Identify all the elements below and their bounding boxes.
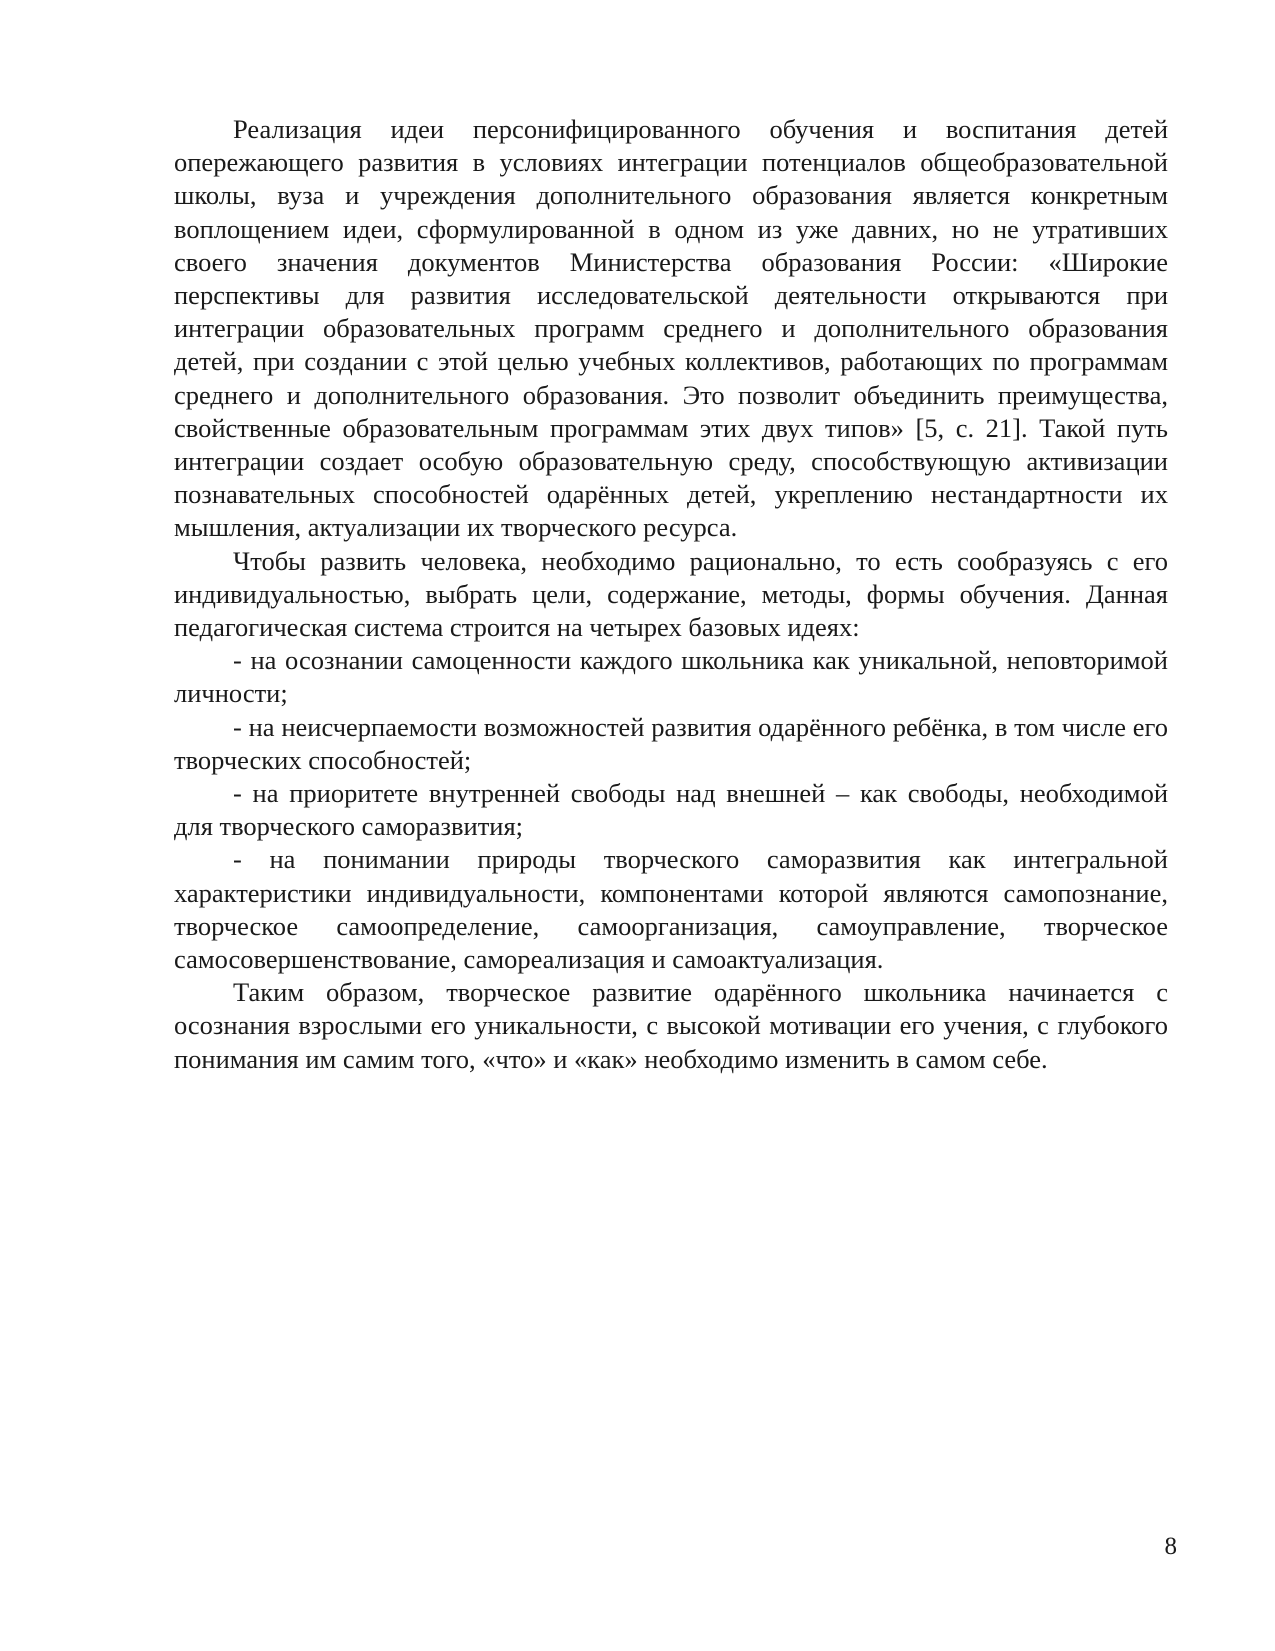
- list-item-self-development: - на понимании природы творческого саморазвития как интегральной характеристики индивидуальности, компонентами которой являются самопознание, творческое самоопределение, самоорганизация, самоуправление, творческое самосовершенствование, самореализация и самоактуализация.: [174, 844, 1168, 975]
- page-number: 8: [1164, 1533, 1177, 1560]
- paragraph-conclusion: Таким образом, творческое развитие одарённого школьника начинается с осознания взрослыми его уникальности, с высокой мотивации его учения, с глубокого понимания им самим того, «что» и «как» необходимо изменить в самом себе.: [174, 977, 1168, 1074]
- list-item-inner-freedom: - на приоритете внутренней свободы над внешней – как свободы, необходимой для творческого саморазвития;: [174, 778, 1168, 842]
- paragraph-integration: Реализация идеи персонифицированного обучения и воспитания детей опережающего развития в условиях интеграции потенциалов общеобразовательной школы, вуза и учреждения дополнительного образования является конкретным воплощением идеи, сформулированной в одном из уже давних, но не утративших своего значения документов Министерства образования России: «Широкие перспективы для развития исследовательской деятельности открываются при интеграции образовательных программ среднего и дополнительного образования детей, при создании с этой целью учебных коллективов, работающих по программам среднего и дополнительного образования. Это позволит объединить преимущества, свойственные образовательным программам этих двух типов» [5, с. 21]. Такой путь интеграции создает особую образовательную среду, способствующую активизации познавательных способностей одарённых детей, укреплению нестандартности их мышления, актуализации их творческого ресурса.: [174, 114, 1168, 543]
- list-item-inexhaustibility: - на неисчерпаемости возможностей развития одарённого ребёнка, в том числе его творческих способностей;: [174, 711, 1168, 775]
- list-item-self-worth: - на осознании самоценности каждого школьника как уникальной, неповторимой личности;: [174, 645, 1168, 709]
- paragraph-basic-ideas: Чтобы развить человека, необходимо рационально, то есть сообразуясь с его индивидуальностью, выбрать цели, содержание, методы, формы обучения. Данная педагогическая система строится на четырех базовых идеях:: [174, 545, 1168, 643]
- page-body: [174, 113, 1168, 1076]
